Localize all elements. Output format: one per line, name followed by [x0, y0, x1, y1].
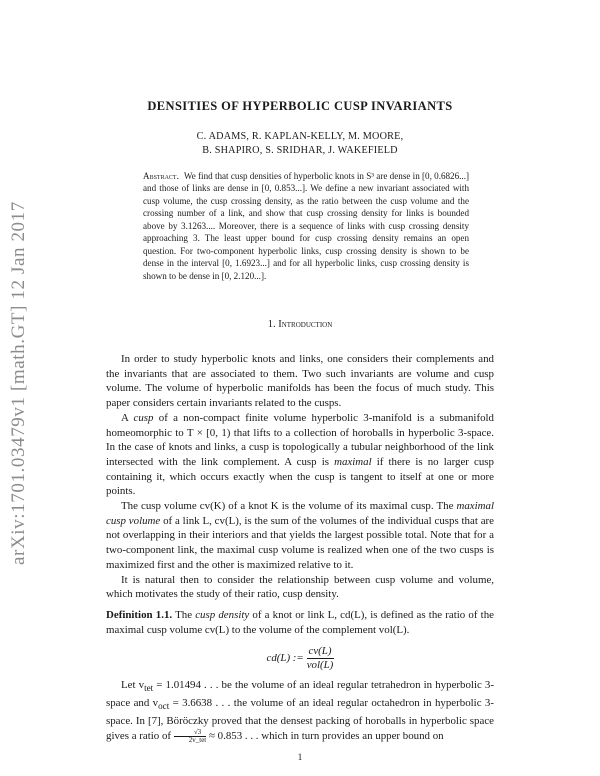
- p2-seg-a: A: [121, 411, 134, 424]
- paper-title: DENSITIES OF HYPERBOLIC CUSP INVARIANTS: [147, 99, 453, 113]
- p5-subscript-tet: tet: [144, 683, 154, 694]
- author-line-1: C. ADAMS, R. KAPLAN-KELLY, M. MOORE,: [196, 131, 404, 142]
- density-ratio-fraction: [174, 729, 207, 744]
- equation-numerator: cv(L): [308, 645, 332, 658]
- section-title: Introduction: [278, 319, 333, 330]
- author-list: [0, 130, 600, 157]
- equation-denominator: vol(L): [306, 659, 334, 672]
- p5-seg-c: = 3.6638 . . . the volume of an ideal regular octahedron in hyperbolic 3-space. In [7], Böröczky proved that the densest packing of horoballs in hyperbolic space gives a ratio of: [106, 697, 494, 742]
- paragraph-2: [106, 411, 494, 499]
- abstract-label: Abstract.: [143, 171, 179, 181]
- p3-seg-c: of a link L, cv(L), is the sum of the volumes of the individual cusps that are not overlapping in their interiors and that yields the largest possible total. Note that for a two-component link, the maximal cusp volume is realized when one of the two cusps is maximized first and the other is maximized relative to it.: [106, 514, 494, 571]
- equation-fraction: [307, 645, 334, 672]
- paragraph-5: [106, 678, 494, 743]
- term-maximal-cusp-volume: maximal cusp volume: [106, 500, 494, 527]
- paragraph-3: [106, 499, 494, 573]
- p5-seg-a: Let v: [121, 679, 145, 692]
- abstract: [143, 170, 469, 282]
- term-cusp: cusp: [133, 411, 154, 424]
- section-heading: [0, 319, 600, 330]
- p2-seg-c: of a non-compact finite volume hyperbolic 3-manifold is a submanifold homeomorphic to T × [0, 1) that lifts to a collection of horoballs in hyperbolic 3-space. In the case of knots and links, a cusp is topologically a tubular neighborhood of the link intersected with the link complement. A cusp is: [106, 411, 494, 468]
- def-seg-a: The: [172, 608, 196, 621]
- author-line-2: B. SHAPIRO, S. SRIDHAR, J. WAKEFIELD: [202, 144, 398, 156]
- paragraph-1: In order to study hyperbolic knots and links, one considers their complements and the invariants that are associated to them. Two such invariants are volume and cusp volume. The volume of hyperbolic manifolds has been the focus of much study. This paper considers certain invariants related to the cusps.: [106, 353, 494, 410]
- main-text: [106, 352, 494, 744]
- page-number: 1: [297, 753, 303, 763]
- ratio-denominator: 2v_tet: [188, 735, 207, 744]
- p5-seg-d: ≈ 0.853 . . . which in turn provides an upper bound on: [206, 729, 444, 742]
- equation-cusp-density: [106, 645, 494, 672]
- ratio-numerator: √3: [174, 729, 207, 737]
- definition-label: Definition 1.1.: [106, 608, 173, 621]
- p3-seg-a: The cusp volume cv(K) of a knot K is the volume of its maximal cusp. The: [121, 500, 457, 513]
- equation-lhs: cd(L) :=: [266, 652, 304, 665]
- definition-1-1: [106, 608, 494, 637]
- term-cusp-density: cusp density: [195, 608, 250, 621]
- p5-seg-b: = 1.01494 . . . be the volume of an ideal regular tetrahedron in hyperbolic 3-space and v: [106, 679, 494, 710]
- def-seg-c: of a knot or link L, cd(L), is defined as the ratio of the maximal cusp volume cv(L) to the volume of the complement vol(L).: [106, 608, 494, 636]
- p5-subscript-oct: oct: [158, 701, 170, 712]
- section-number: 1.: [267, 319, 276, 330]
- paragraph-4: It is natural then to consider the relationship between cusp volume and volume, which motivates the study of their ratio, cusp density.: [106, 573, 494, 601]
- term-maximal: maximal: [334, 455, 372, 468]
- abstract-text: We find that cusp densities of hyperbolic knots in S³ are dense in [0, 0.6826...] and those of links are dense in [0, 0.853...]. We define a new invariant associated with cusp volume, the cusp crossing density, as the ratio between the cusp volume and the crossing number of a link, and show that cusp crossing density for links is bounded above by 3.1263.... Moreover, there is a sequence of links with cusp crossing density approaching 3. The least upper bound for cusp crossing density remains an open question. For two-component hyperbolic links, cusp crossing density is shown to be dense in the interval [0, 1.6923...] and for all hyperbolic links, cusp crossing density is shown to be dense in [0, 2.120...].: [143, 171, 469, 281]
- arxiv-stamp: arXiv:1701.03479v1 [math.GT] 12 Jan 2017: [8, 201, 29, 565]
- p2-seg-e: if there is no larger cusp containing it, which occurs exactly when the cusp is tangent to itself at one or more points.: [106, 455, 494, 498]
